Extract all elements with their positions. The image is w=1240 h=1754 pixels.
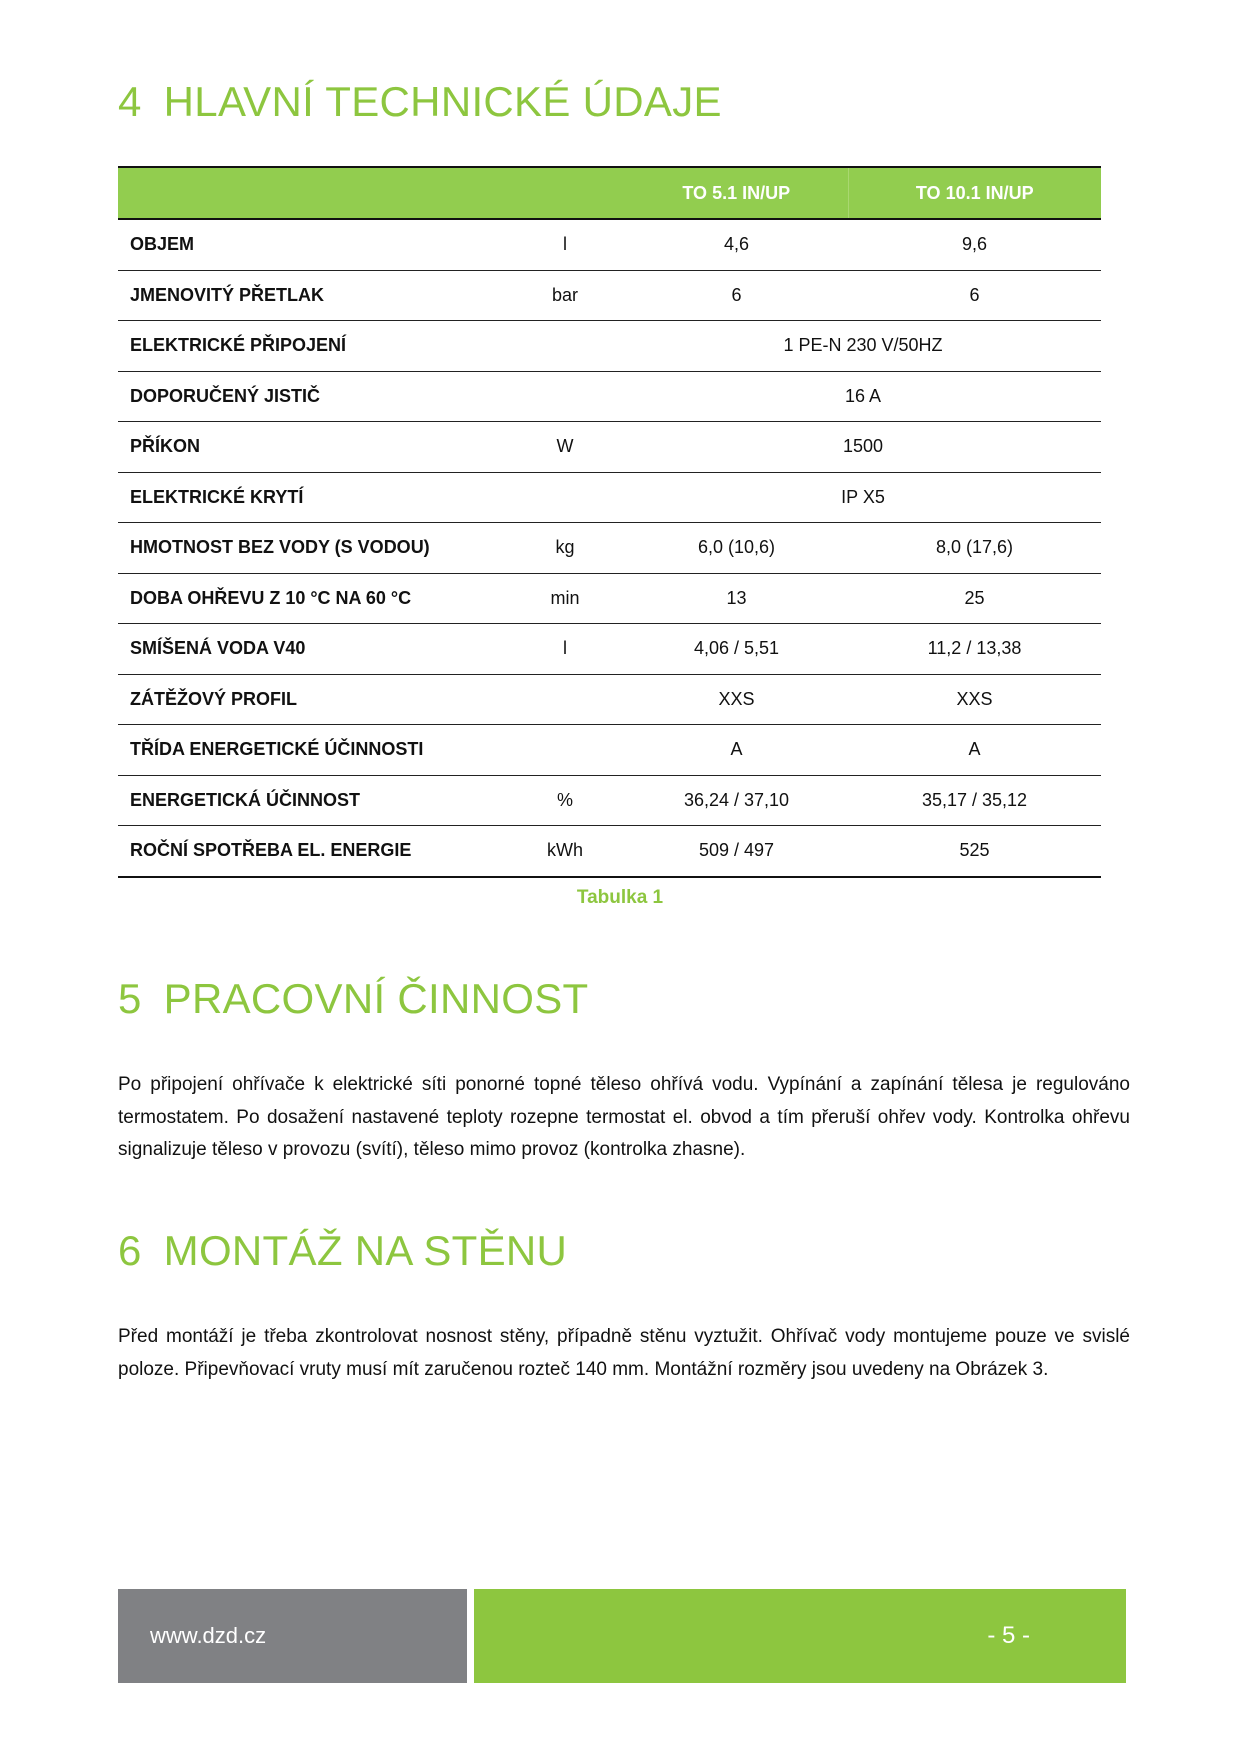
table-header-row [118, 167, 1101, 219]
website-link[interactable]: www.dzd.cz [150, 1623, 267, 1648]
row-label: SMÍŠENÁ VODA V40 [118, 624, 505, 675]
row-label: OBJEM [118, 219, 505, 270]
footer-website [118, 1589, 467, 1683]
section-5-paragraph: Po připojení ohřívače k elektrické síti ponorné topné těleso ohřívá vodu. Vypínání a zapínání tělesa je regulováno termostatem. Po dosažení nastavené teploty rozepne termostat el. obvod a tím přeruší ohřev vody. Kontrolka ohřevu signalizuje těleso v provozu (svítí), těleso mimo provoz (kontrolka zhasne). [118, 1074, 1130, 1160]
row-label: PŘÍKON [118, 422, 505, 473]
row-unit: l [505, 219, 625, 270]
section-number: 6 [118, 1227, 142, 1274]
row-value-to-10-1: 8,0 (17,6) [848, 523, 1101, 574]
section-title: PRACOVNÍ ČINNOST [163, 975, 589, 1022]
row-unit: kWh [505, 826, 625, 877]
row-unit [505, 371, 625, 422]
row-value-merged: 16 A [625, 371, 1101, 422]
row-value-to-10-1: 11,2 / 13,38 [848, 624, 1101, 675]
row-unit: kg [505, 523, 625, 574]
row-label: ENERGETICKÁ ÚČINNOST [118, 775, 505, 826]
row-unit: l [505, 624, 625, 675]
row-unit [505, 725, 625, 776]
row-value-to-10-1: XXS [848, 674, 1101, 725]
table-row [118, 472, 1101, 523]
section-6-heading [118, 1227, 567, 1275]
table-row [118, 422, 1101, 473]
row-label: ELEKTRICKÉ KRYTÍ [118, 472, 505, 523]
row-unit: % [505, 775, 625, 826]
section-4-heading [118, 78, 722, 126]
section-number: 4 [118, 78, 142, 125]
table-row [118, 624, 1101, 675]
section-title: HLAVNÍ TECHNICKÉ ÚDAJE [163, 78, 722, 125]
header-cell [118, 167, 505, 219]
technical-data-table [118, 166, 1101, 878]
row-value-to-5-1: 4,6 [625, 219, 848, 270]
row-value-to-5-1: 6 [625, 270, 848, 321]
row-value-to-10-1: 525 [848, 826, 1101, 877]
row-unit [505, 472, 625, 523]
row-value-to-10-1: 25 [848, 573, 1101, 624]
table-row [118, 674, 1101, 725]
row-value-to-10-1: 35,17 / 35,12 [848, 775, 1101, 826]
page-number: - 5 - [987, 1622, 1030, 1649]
row-value-to-5-1: 509 / 497 [625, 826, 848, 877]
header-cell: TO 5.1 IN/UP [625, 167, 848, 219]
row-value-to-10-1: A [848, 725, 1101, 776]
row-value-to-5-1: A [625, 725, 848, 776]
row-label: DOBA OHŘEVU Z 10 °C NA 60 °C [118, 573, 505, 624]
row-value-to-5-1: 13 [625, 573, 848, 624]
row-value-to-5-1: XXS [625, 674, 848, 725]
row-unit: min [505, 573, 625, 624]
table-row [118, 523, 1101, 574]
table-row [118, 775, 1101, 826]
table-row [118, 826, 1101, 877]
row-unit [505, 321, 625, 372]
table-caption: Tabulka 1 [576, 887, 664, 908]
row-value-to-10-1: 9,6 [848, 219, 1101, 270]
row-label: ROČNÍ SPOTŘEBA EL. ENERGIE [118, 826, 505, 877]
row-value-merged: 1 PE-N 230 V/50HZ [625, 321, 1101, 372]
row-unit [505, 674, 625, 725]
header-cell [505, 167, 625, 219]
row-value-to-5-1: 6,0 (10,6) [625, 523, 848, 574]
row-label: JMENOVITÝ PŘETLAK [118, 270, 505, 321]
row-value-merged: 1500 [625, 422, 1101, 473]
table-row [118, 573, 1101, 624]
section-5-heading [118, 975, 589, 1023]
row-label: DOPORUČENÝ JISTIČ [118, 371, 505, 422]
row-label: ELEKTRICKÉ PŘIPOJENÍ [118, 321, 505, 372]
table-row [118, 371, 1101, 422]
table-row [118, 270, 1101, 321]
header-cell: TO 10.1 IN/UP [848, 167, 1101, 219]
row-label: TŘÍDA ENERGETICKÉ ÚČINNOSTI [118, 725, 505, 776]
section-title: MONTÁŽ NA STĚNU [163, 1227, 568, 1274]
row-label: ZÁTĚŽOVÝ PROFIL [118, 674, 505, 725]
row-value-merged: IP X5 [625, 472, 1101, 523]
row-unit: bar [505, 270, 625, 321]
row-label: HMOTNOST BEZ VODY (S VODOU) [118, 523, 505, 574]
row-value-to-5-1: 4,06 / 5,51 [625, 624, 848, 675]
section-number: 5 [118, 975, 142, 1022]
row-value-to-5-1: 36,24 / 37,10 [625, 775, 848, 826]
section-6-paragraph: Před montáží je třeba zkontrolovat nosnost stěny, případně stěnu vyztužit. Ohřívač vody montujeme pouze ve svislé poloze. Připevňovací vruty musí mít zaručenou rozteč 140 mm. Montážní rozměry jsou uvedeny na Obrázek 3. [118, 1326, 1130, 1380]
row-value-to-10-1: 6 [848, 270, 1101, 321]
table-row [118, 725, 1101, 776]
row-unit: W [505, 422, 625, 473]
table-row [118, 321, 1101, 372]
table-row [118, 219, 1101, 270]
footer-page-number [474, 1589, 1126, 1683]
